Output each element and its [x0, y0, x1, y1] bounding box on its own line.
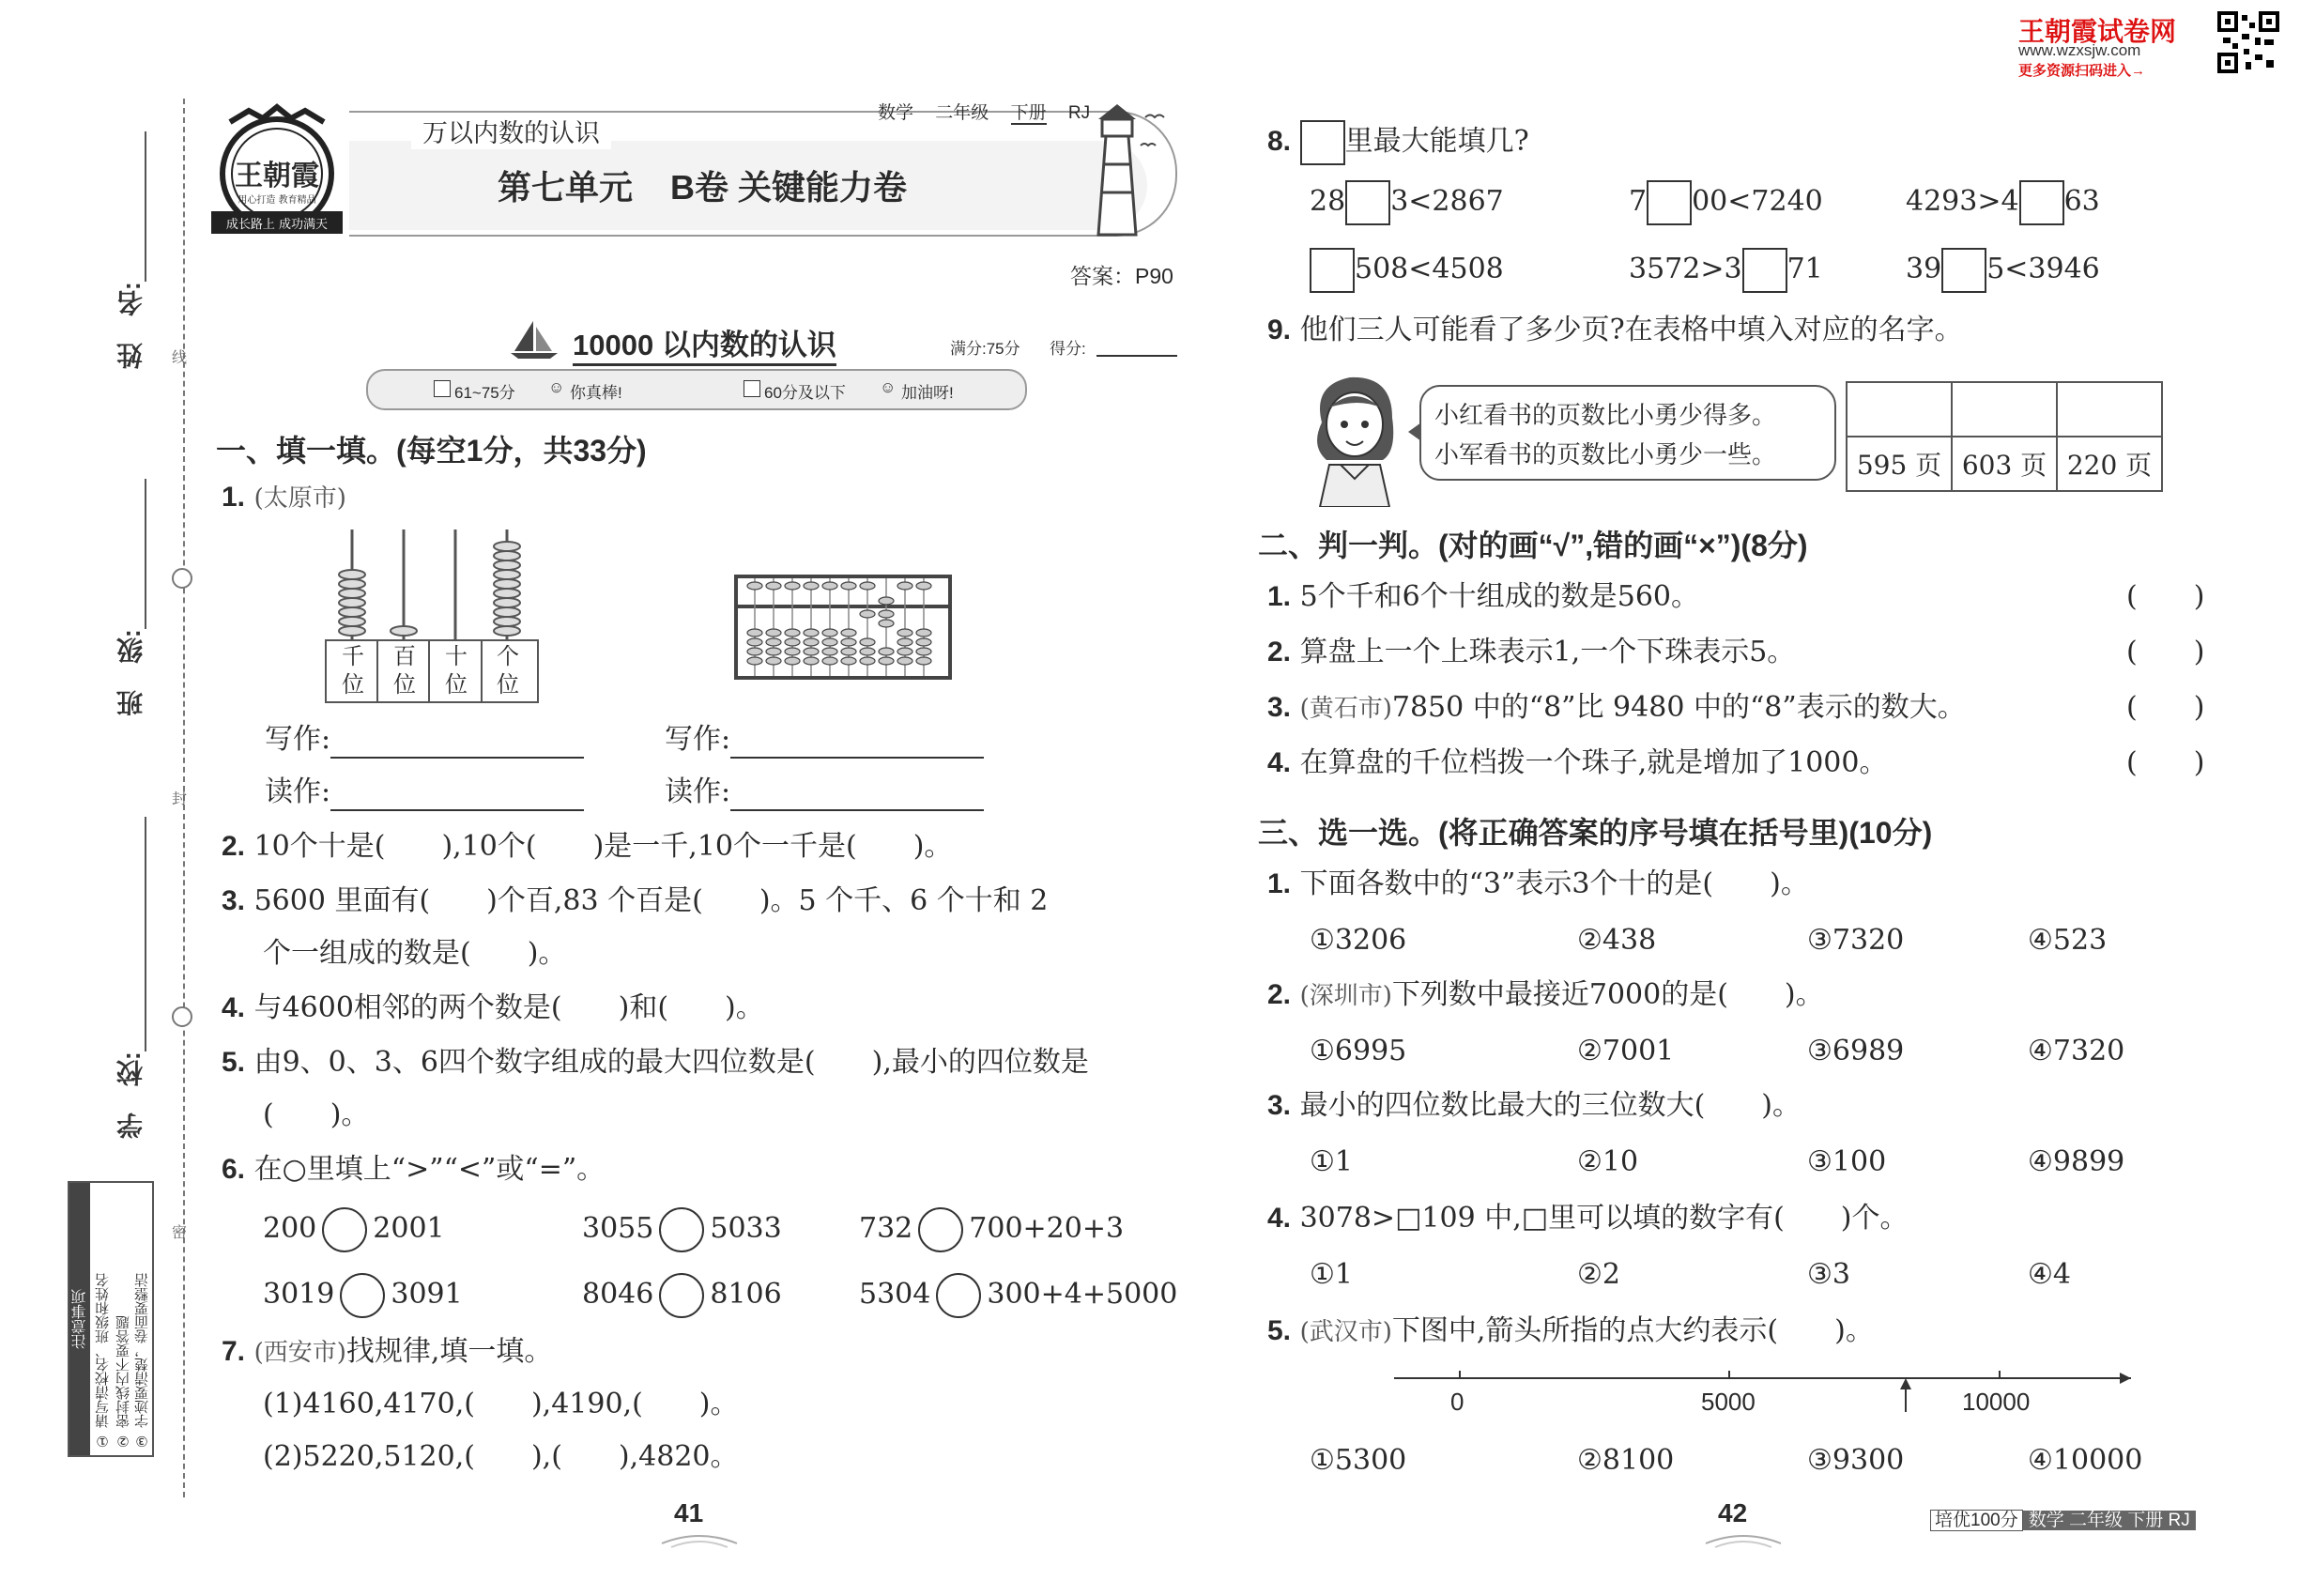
q8-item-b: 5<3946 — [1986, 253, 2100, 285]
class-label: 班 级: — [116, 629, 146, 717]
q9 — [1267, 312, 1963, 349]
q4 — [222, 990, 764, 1027]
binding-hole-2 — [172, 1006, 192, 1027]
choice-option[interactable]: ④523 — [2028, 924, 2108, 957]
notice-item: ① 请写清校名、班级和姓名 — [94, 1273, 111, 1450]
q8-item-b: 63 — [2063, 185, 2100, 218]
digit-box[interactable] — [1310, 248, 1355, 293]
choice-question — [1267, 1200, 1909, 1237]
name-cell[interactable] — [1847, 382, 1952, 437]
q6-compare — [263, 1207, 445, 1252]
judge-answer[interactable]: ( ) — [2126, 746, 2205, 779]
judge-item — [1267, 578, 1699, 616]
choice-option[interactable]: ③9300 — [1807, 1444, 1905, 1477]
q8-item — [1310, 248, 1504, 293]
qr-code-icon[interactable] — [2217, 11, 2279, 73]
digit-box[interactable] — [2019, 180, 2064, 225]
choice-option[interactable]: ②7001 — [1577, 1035, 1675, 1067]
q9-text: 他们三人可能看了多少页?在表格中填入对应的名字。 — [1299, 314, 1963, 346]
judge-text: 7850 中的“8”比 9480 中的“8”表示的数大。 — [1391, 691, 1966, 724]
compare-circle[interactable] — [918, 1207, 963, 1252]
rating-ok-checkbox[interactable] — [744, 380, 760, 397]
bubble-tail — [1408, 422, 1421, 441]
bubble-line-2: 小军看书的页数比小勇少一些。 — [1434, 441, 1777, 469]
meta-subject: 数学 — [878, 103, 914, 123]
brand-name: 王朝霞试卷网 — [2018, 17, 2177, 46]
footer-meta: 数学 二年级 下册 RJ — [2023, 1511, 2196, 1530]
choice-option[interactable]: ③3 — [1807, 1258, 1850, 1291]
judge-num: 3. — [1267, 692, 1292, 723]
q5-text-a: 由9、0、3、6四个数字组成的最大四位数是( ),最小的四位数是 — [253, 1046, 1089, 1079]
choice-option[interactable]: ②438 — [1577, 924, 1657, 957]
q8-item-b: 3<2867 — [1390, 185, 1504, 218]
choice-question — [1267, 976, 1824, 1015]
class-field-line[interactable] — [145, 479, 146, 629]
choice-option[interactable]: ③100 — [1807, 1145, 1887, 1178]
q7-num: 7. — [222, 1336, 246, 1367]
judge-answer[interactable]: ( ) — [2126, 580, 2205, 613]
speech-bubble — [1419, 385, 1836, 481]
cut-mark-2: 封 — [172, 790, 188, 807]
judge-item — [1267, 744, 1887, 782]
compare-right: 2001 — [373, 1212, 445, 1245]
footer-tag — [1930, 1506, 2196, 1531]
digit-box[interactable] — [1345, 180, 1390, 225]
q1-read-a — [265, 774, 584, 811]
compare-left: 3019 — [263, 1278, 335, 1311]
choice-option[interactable]: ④4 — [2028, 1258, 2071, 1291]
choice-city: (武汉市) — [1299, 1318, 1392, 1346]
judge-answer[interactable]: ( ) — [2126, 636, 2205, 668]
write-answer-field[interactable] — [730, 729, 984, 759]
q6-text: 在○里填上“>”“<”或“=”。 — [253, 1153, 606, 1186]
compare-circle[interactable] — [340, 1273, 385, 1318]
choice-num: 4. — [1267, 1203, 1292, 1234]
choice-option[interactable]: ①3206 — [1310, 924, 1407, 957]
q3-text-a: 5600 里面有( )个百,83 个百是( )。5 个千、6 个十和 2 — [253, 884, 1049, 917]
lighthouse-icon — [1067, 99, 1173, 239]
place-label-tens: 十 位 — [445, 643, 468, 698]
judge-text: 算盘上一个上珠表示1,一个下珠表示5。 — [1299, 636, 1796, 668]
q7-a: (1)4160,4170,( ),4190,( )。 — [263, 1388, 739, 1420]
q8-item-a: 4293>4 — [1906, 185, 2019, 218]
q8-item — [1906, 248, 2100, 293]
choice-option[interactable]: ①6995 — [1310, 1035, 1407, 1067]
meta-edition: RJ — [1067, 103, 1091, 123]
name-label: 姓 名: — [116, 282, 146, 370]
q8-text: 里最大能填几? — [1344, 125, 1529, 158]
judge-text: 5个千和6个十组成的数是560。 — [1299, 580, 1700, 613]
section-2-heading: 二、判一判。(对的画“√”,错的画“×”)(8分) — [1258, 529, 1808, 562]
choice-option[interactable]: ④7320 — [2028, 1035, 2125, 1067]
choice-text: 3078>□109 中,□里可以填的数字有( )个。 — [1299, 1202, 1909, 1235]
abacus — [734, 575, 952, 680]
q7-text: 找规律,填一填。 — [345, 1335, 553, 1368]
write-label: 写作: — [665, 723, 731, 756]
judge-num: 4. — [1267, 747, 1292, 778]
compare-circle[interactable] — [659, 1207, 704, 1252]
choice-option[interactable]: ②2 — [1577, 1258, 1620, 1291]
compare-circle[interactable] — [936, 1273, 981, 1318]
choice-num: 1. — [1267, 868, 1292, 899]
page-title: 第七单元 B卷 关键能力卷 — [498, 168, 908, 207]
choice-option[interactable]: ③7320 — [1807, 924, 1905, 957]
choice-text: 最小的四位数比最大的三位数大( )。 — [1299, 1089, 1801, 1122]
school-field-line[interactable] — [145, 817, 146, 1051]
judge-num: 1. — [1267, 581, 1292, 612]
choice-num: 2. — [1267, 979, 1292, 1010]
numberline-tick-10000: 10000 — [1962, 1388, 2031, 1416]
compare-left: 3055 — [582, 1212, 654, 1245]
choice-option[interactable]: ④9899 — [2028, 1145, 2125, 1178]
q1 — [222, 479, 346, 517]
read-label: 读作: — [265, 775, 331, 808]
choice-question — [1267, 1087, 1801, 1125]
choice-num: 5. — [1267, 1315, 1292, 1346]
choice-question — [1267, 866, 1809, 903]
rating-bar — [366, 369, 1027, 410]
q4-text: 与4600相邻的两个数是( )和( )。 — [253, 991, 764, 1024]
rating-good-checkbox[interactable] — [434, 380, 451, 397]
cut-mark-1: 线 — [172, 348, 188, 366]
compare-right: 5033 — [710, 1212, 782, 1245]
name-cell[interactable] — [2057, 382, 2162, 437]
choice-option[interactable]: ②8100 — [1577, 1444, 1675, 1477]
unit-topic: 万以内数的认识 — [411, 113, 611, 149]
judge-num: 2. — [1267, 637, 1292, 668]
cut-mark-3: 密 — [172, 1223, 188, 1241]
judge-item — [1267, 689, 1966, 728]
digit-box[interactable] — [1647, 180, 1692, 225]
q4-num: 4. — [222, 992, 246, 1023]
choice-option[interactable]: ④10000 — [2028, 1444, 2143, 1477]
compare-right: 700+20+3 — [969, 1212, 1125, 1245]
numberline-tick-5000: 5000 — [1701, 1388, 1756, 1416]
brand-block — [2018, 11, 2291, 77]
name-field-line[interactable] — [145, 131, 146, 282]
score-full: 满分:75分 — [950, 340, 1020, 358]
q7-b: (2)5220,5120,( ),( ),4820。 — [263, 1440, 739, 1473]
read-label: 读作: — [665, 775, 731, 808]
place-label-ones: 个 位 — [497, 643, 519, 698]
place-label-hundreds: 百 位 — [393, 643, 416, 698]
choice-option[interactable]: ①1 — [1310, 1258, 1353, 1291]
judge-item — [1267, 634, 1795, 671]
q8-box-icon — [1300, 120, 1345, 165]
compare-left: 5304 — [859, 1278, 931, 1311]
page-count-cell: 603 页 — [1952, 437, 2057, 491]
name-cell[interactable] — [1952, 382, 2057, 437]
q8-item-a: 3572>3 — [1629, 253, 1742, 285]
q8-item — [1310, 180, 1504, 225]
q5-num: 5. — [222, 1047, 246, 1078]
notice-box — [68, 1181, 154, 1457]
choice-option[interactable]: ①5300 — [1310, 1444, 1407, 1477]
answer-ref: 答案：P90 — [1070, 264, 1173, 288]
logo-ribbon: 成长路上 成功满天 — [225, 218, 329, 232]
choice-text: 下列数中最接近7000的是( )。 — [1391, 978, 1824, 1011]
bubble-line-1: 小红看书的页数比小勇少得多。 — [1434, 402, 1777, 430]
q8-item-b: 00<7240 — [1692, 185, 1823, 218]
logo-text: 王朝霞 — [235, 160, 319, 192]
q2-text: 10个十是( ),10个( )是一千,10个一千是( )。 — [253, 830, 953, 863]
q8-num: 8. — [1267, 126, 1292, 157]
q7-city: (西安市) — [253, 1339, 346, 1367]
school-label: 学 校: — [116, 1051, 146, 1140]
page-count-cell: 595 页 — [1847, 437, 1952, 491]
page-number-right: 42 — [1718, 1498, 1748, 1527]
q8-item-b: 508<4508 — [1355, 253, 1504, 285]
q6-compare — [582, 1207, 782, 1252]
rating-good-range: 61~75分 — [454, 384, 515, 402]
page-ornament-icon — [1701, 1530, 1786, 1549]
q7 — [222, 1333, 552, 1372]
q6-compare — [582, 1273, 782, 1318]
judge-city: (黄石市) — [1299, 695, 1392, 723]
q8-item-b: 71 — [1786, 253, 1823, 285]
meta-volume: 下册 — [1010, 103, 1047, 123]
q8 — [1267, 120, 1529, 165]
section-subtitle: 10000 以内数的认识 — [573, 321, 836, 366]
choice-text: 下图中,箭头所指的点大约表示( )。 — [1391, 1314, 1874, 1347]
header-meta — [878, 99, 1090, 124]
q3-num: 3. — [222, 885, 246, 916]
digit-box[interactable] — [1941, 248, 1986, 293]
logo-sub: 用心打造 教育精品 — [238, 195, 316, 206]
meta-grade: 二年级 — [935, 103, 989, 123]
pages-table — [1846, 381, 2163, 492]
q6-num: 6. — [222, 1154, 246, 1185]
brand-hint: 更多资源扫码进入→ — [2018, 63, 2146, 79]
numberline-tick-0: 0 — [1450, 1388, 1464, 1416]
q2 — [222, 828, 952, 866]
judge-answer[interactable]: ( ) — [2126, 691, 2205, 724]
choice-question — [1267, 1312, 1874, 1351]
q8-item-a: 28 — [1310, 185, 1346, 218]
choice-city: (深圳市) — [1299, 982, 1392, 1010]
brand-url[interactable]: www.wzxsjw.com — [2018, 41, 2141, 59]
write-label: 写作: — [265, 723, 331, 756]
compare-right: 3091 — [391, 1278, 463, 1311]
compare-circle[interactable] — [322, 1207, 367, 1252]
smile-icon: ☺ — [548, 378, 565, 396]
notice-title: 注意事项 — [69, 1183, 90, 1455]
place-label-thousands: 千 位 — [342, 643, 364, 698]
score-label: 得分: — [1050, 340, 1086, 358]
choice-num: 3. — [1267, 1090, 1292, 1121]
compare-right: 8106 — [710, 1278, 782, 1311]
sailboat-icon — [507, 319, 561, 361]
q5 — [222, 1044, 1089, 1082]
q8-item — [1629, 180, 1823, 225]
page-ornament-icon — [657, 1530, 742, 1549]
q1-city: (太原市) — [253, 484, 346, 513]
rating-good-text: 你真棒! — [570, 384, 622, 402]
compare-left: 200 — [263, 1212, 317, 1245]
choice-text: 下面各数中的“3”表示3个十的是( )。 — [1299, 867, 1809, 900]
q6-compare — [263, 1273, 463, 1318]
section-3-heading: 三、选一选。(将正确答案的序号填在括号里)(10分) — [1258, 816, 1933, 850]
read-answer-field[interactable] — [330, 781, 584, 811]
footer-tag-label: 培优100分 — [1930, 1510, 2023, 1531]
q1-num: 1. — [222, 482, 246, 513]
q5-cont: ( )。 — [263, 1098, 370, 1131]
write-answer-field[interactable] — [330, 729, 584, 759]
choice-option[interactable]: ①1 — [1310, 1145, 1353, 1178]
rating-ok-text: 加油呀! — [901, 384, 954, 402]
section-1-heading: 一、填一填。(每空1分，共33分) — [216, 434, 647, 468]
compare-right: 300+4+5000 — [987, 1278, 1178, 1311]
judge-text: 在算盘的千位档拨一个珠子,就是增加了1000。 — [1299, 746, 1888, 779]
notice-item: ③ 字迹要清楚，卷面要整洁 — [133, 1273, 150, 1450]
notice-item: ② 密封线内不要答题 — [115, 1315, 131, 1450]
q6 — [222, 1151, 605, 1189]
girl-illustration — [1303, 366, 1406, 507]
q8-item — [1629, 248, 1823, 293]
q6-compare — [859, 1273, 1177, 1318]
compare-left: 8046 — [582, 1278, 654, 1311]
q6-compare — [859, 1207, 1124, 1252]
q1-read-b — [665, 774, 984, 811]
page-number-left: 41 — [674, 1498, 704, 1527]
q8-item — [1906, 180, 2100, 225]
rating-ok-range: 60分及以下 — [764, 384, 846, 402]
cheer-icon: ☺ — [880, 378, 897, 396]
page-count-cell: 220 页 — [2057, 437, 2162, 491]
read-answer-field[interactable] — [730, 781, 984, 811]
score-field[interactable] — [1096, 355, 1177, 357]
compare-circle[interactable] — [659, 1273, 704, 1318]
q8-item-a: 39 — [1906, 253, 1942, 285]
logo — [202, 94, 352, 244]
q9-num: 9. — [1267, 315, 1292, 345]
q8-item-a: 7 — [1629, 185, 1648, 218]
q1-write-b — [665, 721, 984, 759]
choice-option[interactable]: ③6989 — [1807, 1035, 1905, 1067]
binding-hole-1 — [172, 568, 192, 589]
q3-cont: 个一组成的数是( )。 — [263, 937, 567, 970]
q2-num: 2. — [222, 831, 246, 862]
digit-box[interactable] — [1742, 248, 1787, 293]
q1-write-a — [265, 721, 584, 759]
choice-option[interactable]: ②10 — [1577, 1145, 1639, 1178]
compare-left: 732 — [859, 1212, 913, 1245]
q3 — [222, 882, 1048, 920]
